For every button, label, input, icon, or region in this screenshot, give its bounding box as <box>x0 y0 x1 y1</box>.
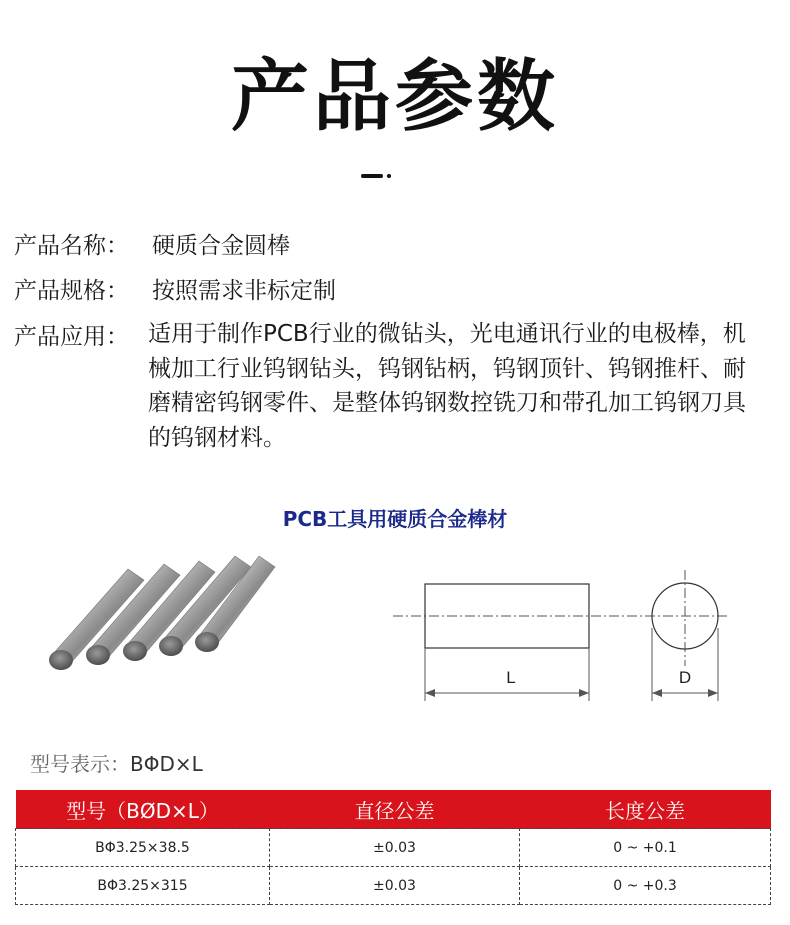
header-length-tolerance: 长度公差 <box>520 790 771 829</box>
length-label: L <box>506 668 516 687</box>
cell-length-tolerance: 0 ~ +0.1 <box>520 829 771 867</box>
info-row-spec <box>14 276 774 306</box>
cell-diameter-tolerance: ±0.03 <box>270 867 520 905</box>
info-row-name <box>14 231 774 261</box>
technical-drawing <box>385 568 730 710</box>
info-row-application <box>14 317 774 457</box>
cell-diameter-tolerance: ±0.03 <box>270 829 520 867</box>
tolerance-table <box>15 790 771 905</box>
product-spec-label: 产品规格： <box>14 278 129 304</box>
product-name-value: 硬质合金圆棒 <box>152 233 290 259</box>
table-row <box>16 829 771 867</box>
cell-model: BΦ3.25×315 <box>16 867 270 905</box>
arrow-right-D <box>708 689 718 697</box>
product-application-value: 适用于制作PCB行业的微钻头，光电通讯行业的电极棒，机械加工行业钨钢钻头，钨钢钻柄，钨钢顶针、钨钢推杆、耐磨精密钨钢零件、是整体钨钢数控铣刀和带孔加工钨钢刀具的钨钢材料。 <box>148 321 746 451</box>
carbide-rods-image <box>45 548 285 690</box>
model-notation <box>30 748 203 777</box>
title-divider <box>361 174 383 178</box>
arrow-right-L <box>579 689 589 697</box>
arrow-left-L <box>425 689 435 697</box>
header-model: 型号（BØD×L） <box>16 790 270 829</box>
page-title: 产品参数 <box>230 52 559 142</box>
diagram-title: PCB工具用硬质合金棒材 <box>282 507 508 531</box>
cell-model: BΦ3.25×38.5 <box>16 829 270 867</box>
product-name-label: 产品名称： <box>14 233 129 259</box>
arrow-left-D <box>652 689 662 697</box>
title-divider-dot <box>387 174 391 178</box>
table-header-row <box>16 790 771 829</box>
diameter-label: D <box>678 668 692 687</box>
model-notation-label: 型号表示： <box>30 752 130 776</box>
cell-length-tolerance: 0 ~ +0.3 <box>520 867 771 905</box>
model-notation-value: BΦD×L <box>130 752 203 776</box>
product-application-label: 产品应用： <box>14 324 129 350</box>
table-row <box>16 867 771 905</box>
product-spec-value: 按照需求非标定制 <box>152 278 336 304</box>
header-diameter-tolerance: 直径公差 <box>270 790 520 829</box>
